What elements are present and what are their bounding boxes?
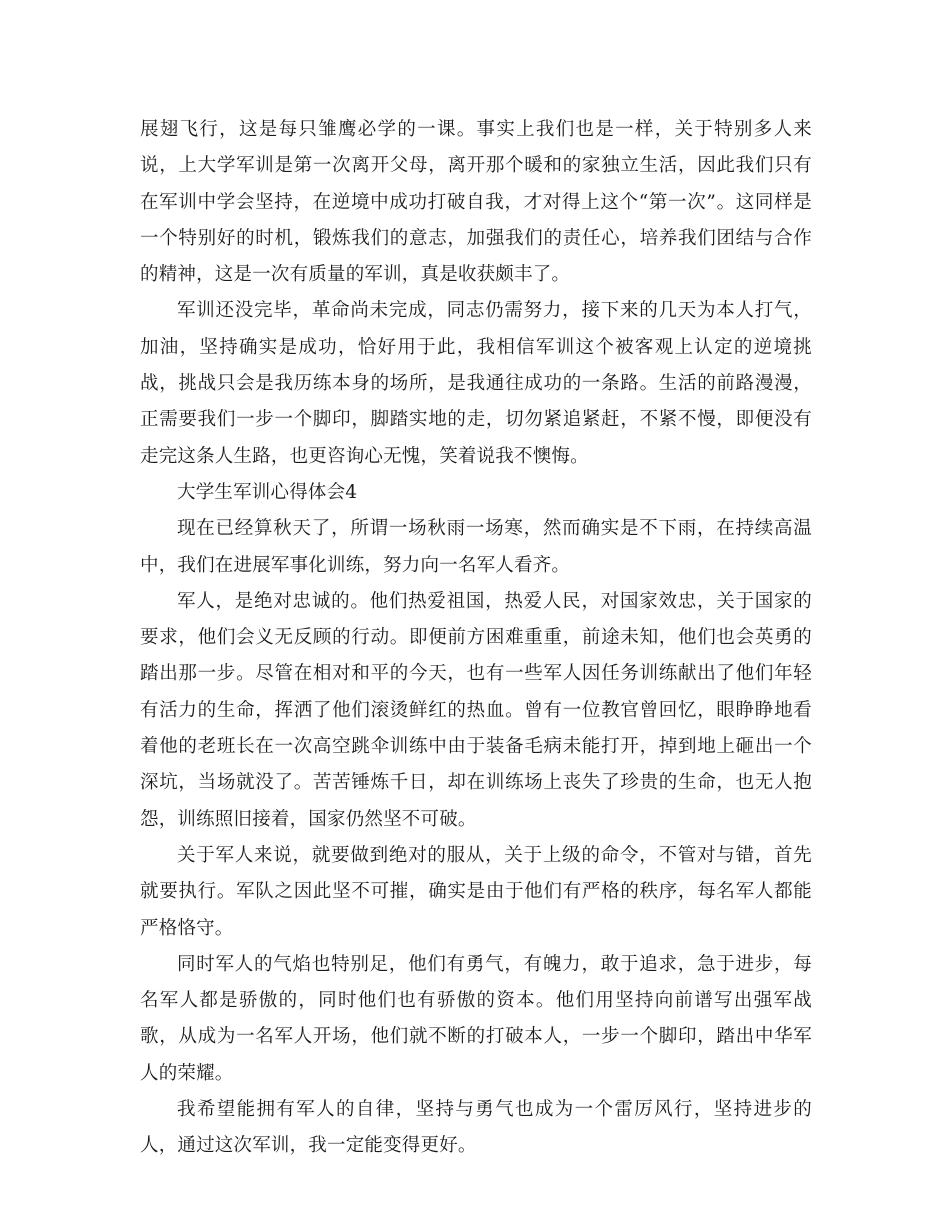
paragraph: 军训还没完毕，革命尚未完成，同志仍需努力，接下来的几天为本人打气，加油，坚持确实是成功，恰好用于此，我相信军训这个被客观上认定的逆境挑战，挑战只会是我历练本身的场所，是我通往成功的一条路。生活的前路漫漫，正需要我们一步一个脚印，脚踏实地的走，切勿紧追紧赶，不紧不慢，即便没有走完这条人生路，也更咨询心无愧，笑着说我不懊悔。 <box>140 300 812 467</box>
section-heading: 大学生军训心得体会4 <box>177 481 358 503</box>
document-body <box>140 112 812 1165</box>
paragraph: 展翅飞行，这是每只雏鹰必学的一课。事实上我们也是一样，关于特别多人来说，上大学军训是第一次离开父母，离开那个暖和的家独立生活，因此我们只有在军训中学会坚持，在逆境中成功打破自我，才对得上这个“第一次”。这同样是一个特别好的时机，锻炼我们的意志，加强我们的责任心，培养我们团结与合作的精神，这是一次有质量的军训，真是收获颇丰了。 <box>140 119 812 286</box>
paragraph: 我希望能拥有军人的自律，坚持与勇气也成为一个雷厉风行，坚持进步的人，通过这次军训，我一定能变得更好。 <box>140 1099 812 1157</box>
paragraph: 关于军人来说，就要做到绝对的服从，关于上级的命令，不管对与错，首先就要执行。军队之因此坚不可摧，确实是由于他们有严格的秩序，每名军人都能严格恪守。 <box>140 844 812 939</box>
paragraph: 军人，是绝对忠诚的。他们热爱祖国，热爱人民，对国家效忠，关于国家的要求，他们会义无反顾的行动。即便前方困难重重，前途未知，他们也会英勇的踏出那一步。尽管在相对和平的今天，也有一些军人因任务训练献出了他们年轻有活力的生命，挥洒了他们滚烫鲜红的热血。曾有一位教官曾回忆，眼睁睁地看着他的老班长在一次高空跳伞训练中由于装备毛病未能打开，掉到地上砸出一个深坑，当场就没了。苦苦锤炼千日，却在训练场上丧失了珍贵的生命，也无人抱怨，训练照旧接着，国家仍然坚不可破。 <box>140 590 812 830</box>
paragraph: 同时军人的气焰也特别足，他们有勇气，有魄力，敢于追求，急于进步，每名军人都是骄傲的，同时他们也有骄傲的资本。他们用坚持向前谱写出强军战歌，从成为一名军人开场，他们就不断的打破本人，一步一个脚印，踏出中华军人的荣耀。 <box>140 953 812 1084</box>
paragraph: 现在已经算秋天了，所谓一场秋雨一场寒，然而确实是不下雨，在持续高温中，我们在进展军事化训练，努力向一名军人看齐。 <box>140 518 812 576</box>
